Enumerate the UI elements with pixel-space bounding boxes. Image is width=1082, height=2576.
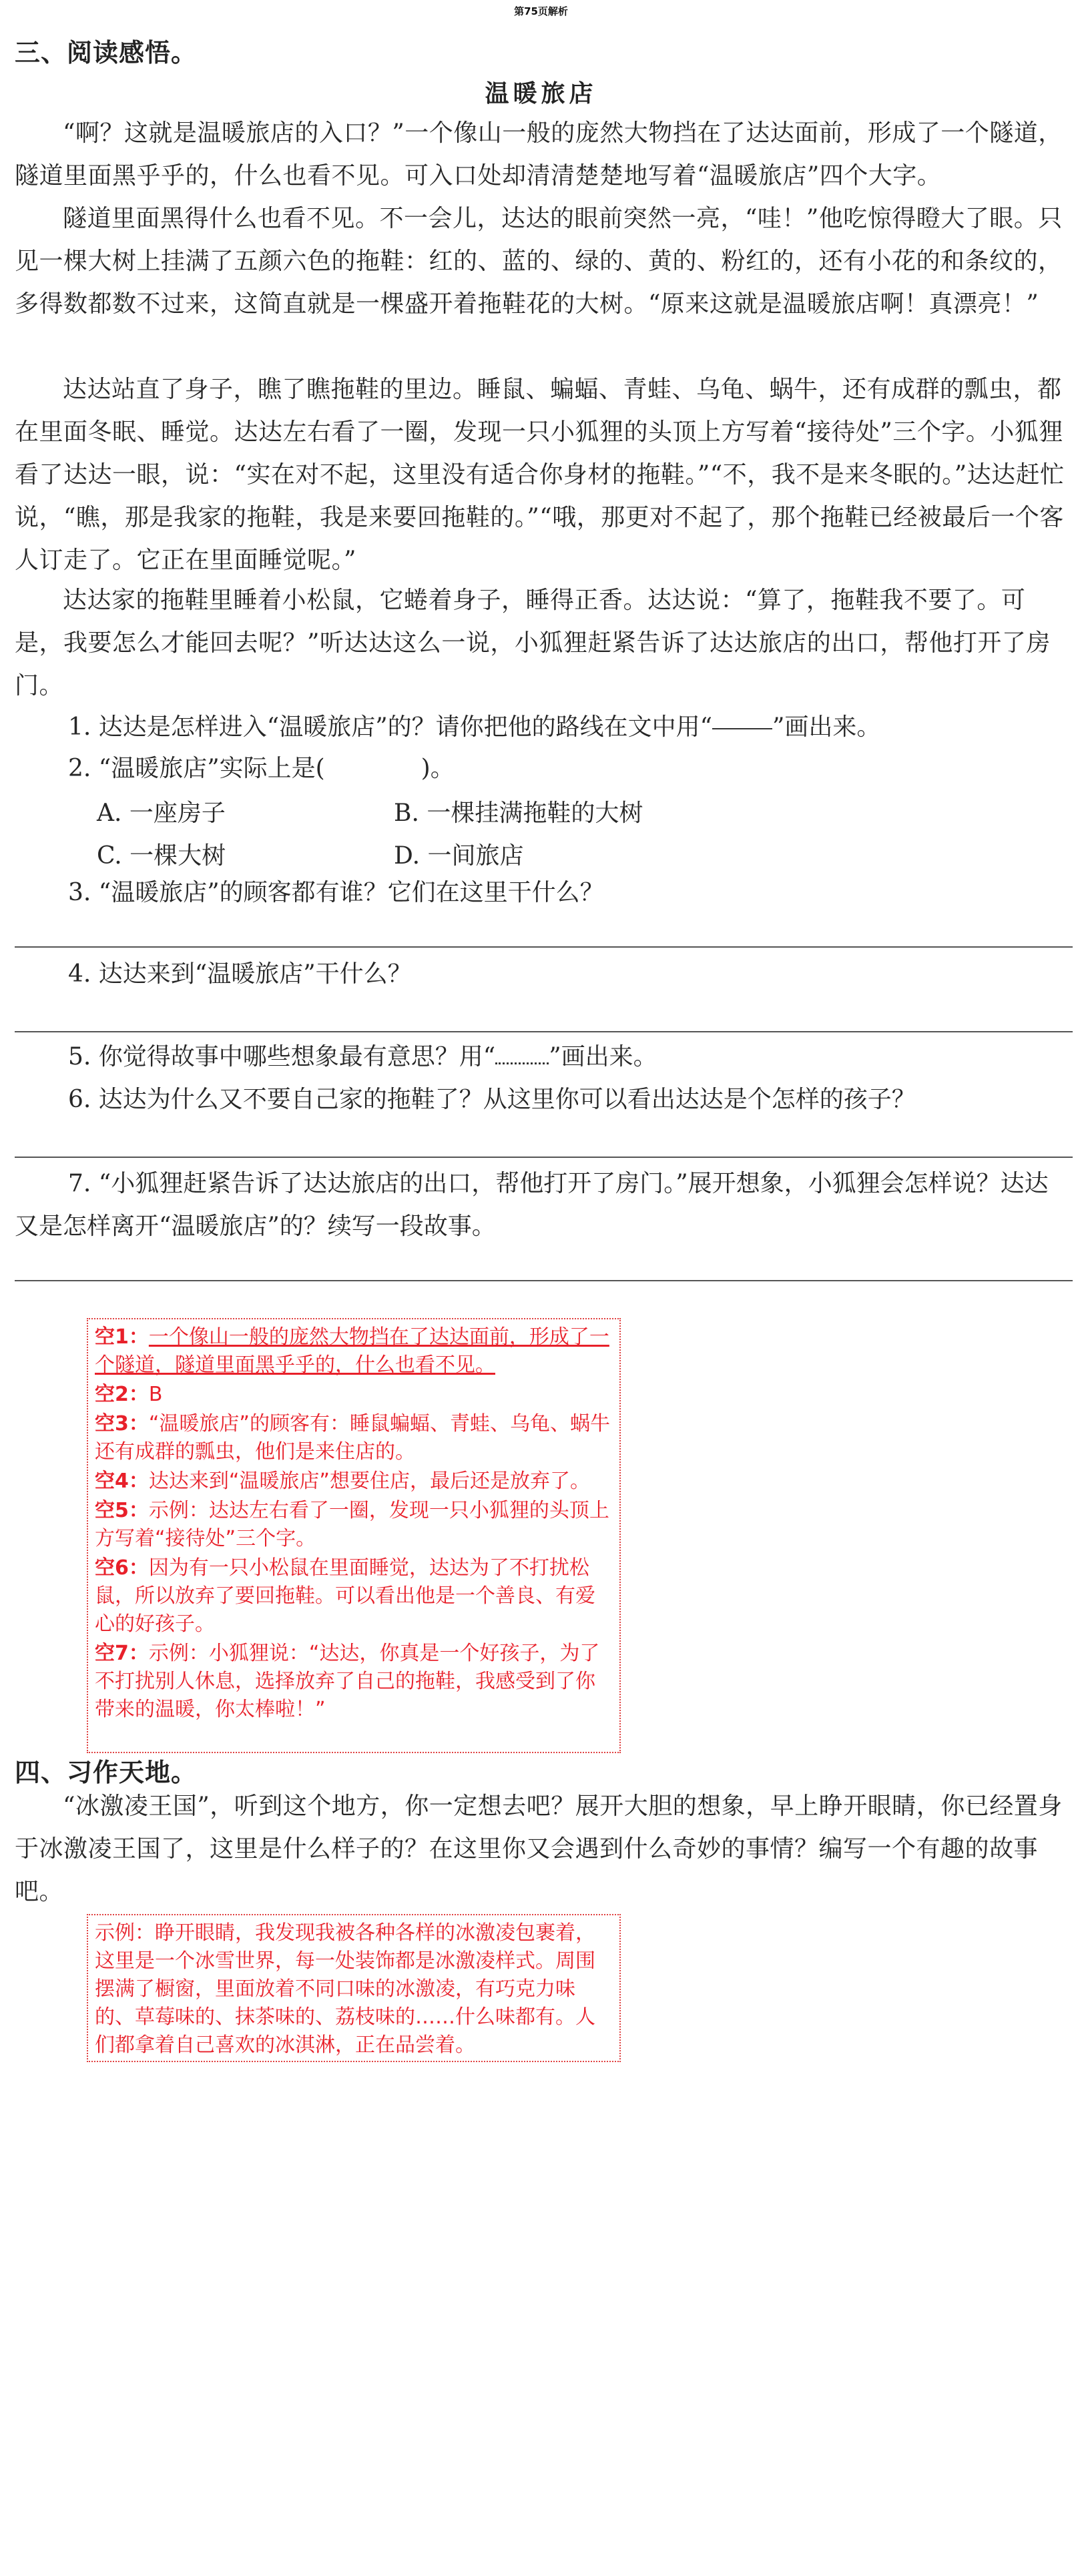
answer-3 [95,1410,613,1466]
wavy-line-mark [495,1053,549,1064]
sample-answer-box [87,1914,621,2062]
answer-2-text: B [148,1383,163,1406]
question-5 [15,1036,1069,1078]
section3-heading: 三、阅读感悟。 [15,38,198,67]
question-1 [15,706,1069,749]
answer-line-3 [15,946,1073,948]
story-paragraph-3: 达达站直了身子，瞧了瞧拖鞋的里边。睡鼠、蝙蝠、青蛙、乌龟、蜗牛，还有成群的瓢虫，都在里面冬眠、睡觉。达达左右看了一圈，发现一只小狐狸的头顶上方写着“接待处”三个字。小狐狸看了达达一眼，说：“实在对不起，这里没有适合你身材的拖鞋。”“不，我不是来冬眠的。”达达赶忙说，“瞧，那是我家的拖鞋，我是来要回拖鞋的。”“哦，那更对不起了，那个拖鞋已经被最后一个客人订走了。它正在里面睡觉呢。” [15,376,1065,574]
option-d: D. 一间旅店 [394,842,524,870]
answer-7-key: 空7： [95,1642,149,1665]
question-4: 4. 达达来到“温暖旅店”干什么？ [68,960,412,988]
answer-1-text: 一个像山一般的庞然大物挡在了达达面前，形成了一个隧道，隧道里面黑乎乎的，什么也看不见。 [95,1325,609,1377]
answer-2-key: 空2： [95,1383,149,1406]
story-paragraph-1: “啊？这就是温暖旅店的入口？”一个像山一般的庞然大物挡在了达达面前，形成了一个隧道，隧道里面黑乎乎的，什么也看不见。可入口处却清清楚楚地写着“温暖旅店”四个大字。 [15,119,1063,190]
question-7: 7. “小狐狸赶紧告诉了达达旅店的出口，帮他打开了房门。”展开想象，小狐狸会怎样说？达达又是怎样离开“温暖旅店”的？续写一段故事。 [15,1170,1049,1240]
option-a: A. 一座房子 [97,799,226,827]
question-1-text-b: ”画出来。 [772,713,881,741]
question-2: 2. “温暖旅店”实际上是( )。 [68,755,455,782]
question-6: 6. 达达为什么又不要自己家的拖鞋了？从这里你可以看出达达是个怎样的孩子？ [68,1086,916,1113]
answer-5-text: 示例：达达左右看了一圈，发现一只小狐狸的头顶上方写着“接待处”三个字。 [95,1499,609,1550]
answer-6 [95,1554,613,1638]
answer-line-4 [15,1031,1073,1032]
answer-5 [95,1497,613,1553]
question-1-text-a: 1. 达达是怎样进入“温暖旅店”的？请你把他的路线在文中用“ [68,713,713,741]
answer-7-text: 示例：小狐狸说：“达达，你真是一个好孩子，为了不打扰别人休息，选择放弃了自己的拖鞋，我感受到了你带来的温暖，你太棒啦！” [95,1642,600,1721]
section4-heading: 四、习作天地。 [15,1758,198,1787]
story-paragraph-2: 隧道里面黑得什么也看不见。不一会儿，达达的眼前突然一亮，“哇！”他吃惊得瞪大了眼。只见一棵大树上挂满了五颜六色的拖鞋：红的、蓝的、绿的、黄的、粉红的，还有小花的和条纹的，多得数都数不过来，这简直就是一棵盛开着拖鞋花的大树。“原来这就是温暖旅店啊！真漂亮！” [15,205,1063,318]
answer-1-key: 空1： [95,1325,149,1349]
option-c: C. 一棵大树 [97,842,226,870]
answer-5-key: 空5： [95,1499,149,1522]
answer-6-key: 空6： [95,1556,149,1580]
answer-6-text: 因为有一只小松鼠在里面睡觉，达达为了不打扰松鼠，所以放弃了要回拖鞋。可以看出他是一个善良、有爱心的好孩子。 [95,1556,595,1636]
page-label: 第75页解析 [514,5,568,17]
option-b: B. 一棵挂满拖鞋的大树 [394,799,643,827]
answer-3-key: 空3： [95,1412,149,1435]
answer-7 [95,1640,613,1724]
story-title: 温暖旅店 [485,79,597,107]
answer-2 [95,1381,613,1409]
answer-4-text: 达达来到“温暖旅店”想要住店，最后还是放弃了。 [148,1470,590,1493]
question-5-text-b: ”画出来。 [549,1043,657,1070]
question-5-text-a: 5. 你觉得故事中哪些想象最有意思？用“ [68,1043,496,1070]
answer-3-text: “温暖旅店”的顾客有：睡鼠蝙蝠、青蛙、乌龟、蜗牛还有成群的瓢虫，他们是来住店的。 [95,1412,610,1464]
underline-mark [712,728,772,729]
answer-4 [95,1468,613,1496]
sample-answer-text: 示例：睁开眼睛，我发现我被各种各样的冰激凌包裹着，这里是一个冰雪世界，每一处装饰都是冰激凌样式。周围摆满了橱窗，里面放着不同口味的冰激凌，有巧克力味的、草莓味的、抹茶味的、荔枝味的……什么味都有。人们都拿着自己喜欢的冰淇淋，正在品尝着。 [95,1921,595,2057]
answer-1 [95,1323,613,1379]
story-paragraph-4: 达达家的拖鞋里睡着小松鼠，它蜷着身子，睡得正香。达达说：“算了，拖鞋我不要了。可是，我要怎么才能回去呢？”听达达这么一说，小狐狸赶紧告诉了达达旅店的出口，帮他打开了房门。 [15,587,1051,699]
question-3: 3. “温暖旅店”的顾客都有谁？它们在这里干什么？ [68,879,604,906]
answer-line-7 [15,1280,1073,1281]
writing-prompt: “冰激凌王国”，听到这个地方，你一定想去吧？展开大胆的想象，早上睁开眼睛，你已经置身于冰激凌王国了，这里是什么样子的？在这里你又会遇到什么奇妙的事情？编写一个有趣的故事吧。 [15,1793,1063,1905]
answer-box [87,1318,621,1753]
answer-4-key: 空4： [95,1470,149,1493]
answer-line-6 [15,1157,1073,1158]
